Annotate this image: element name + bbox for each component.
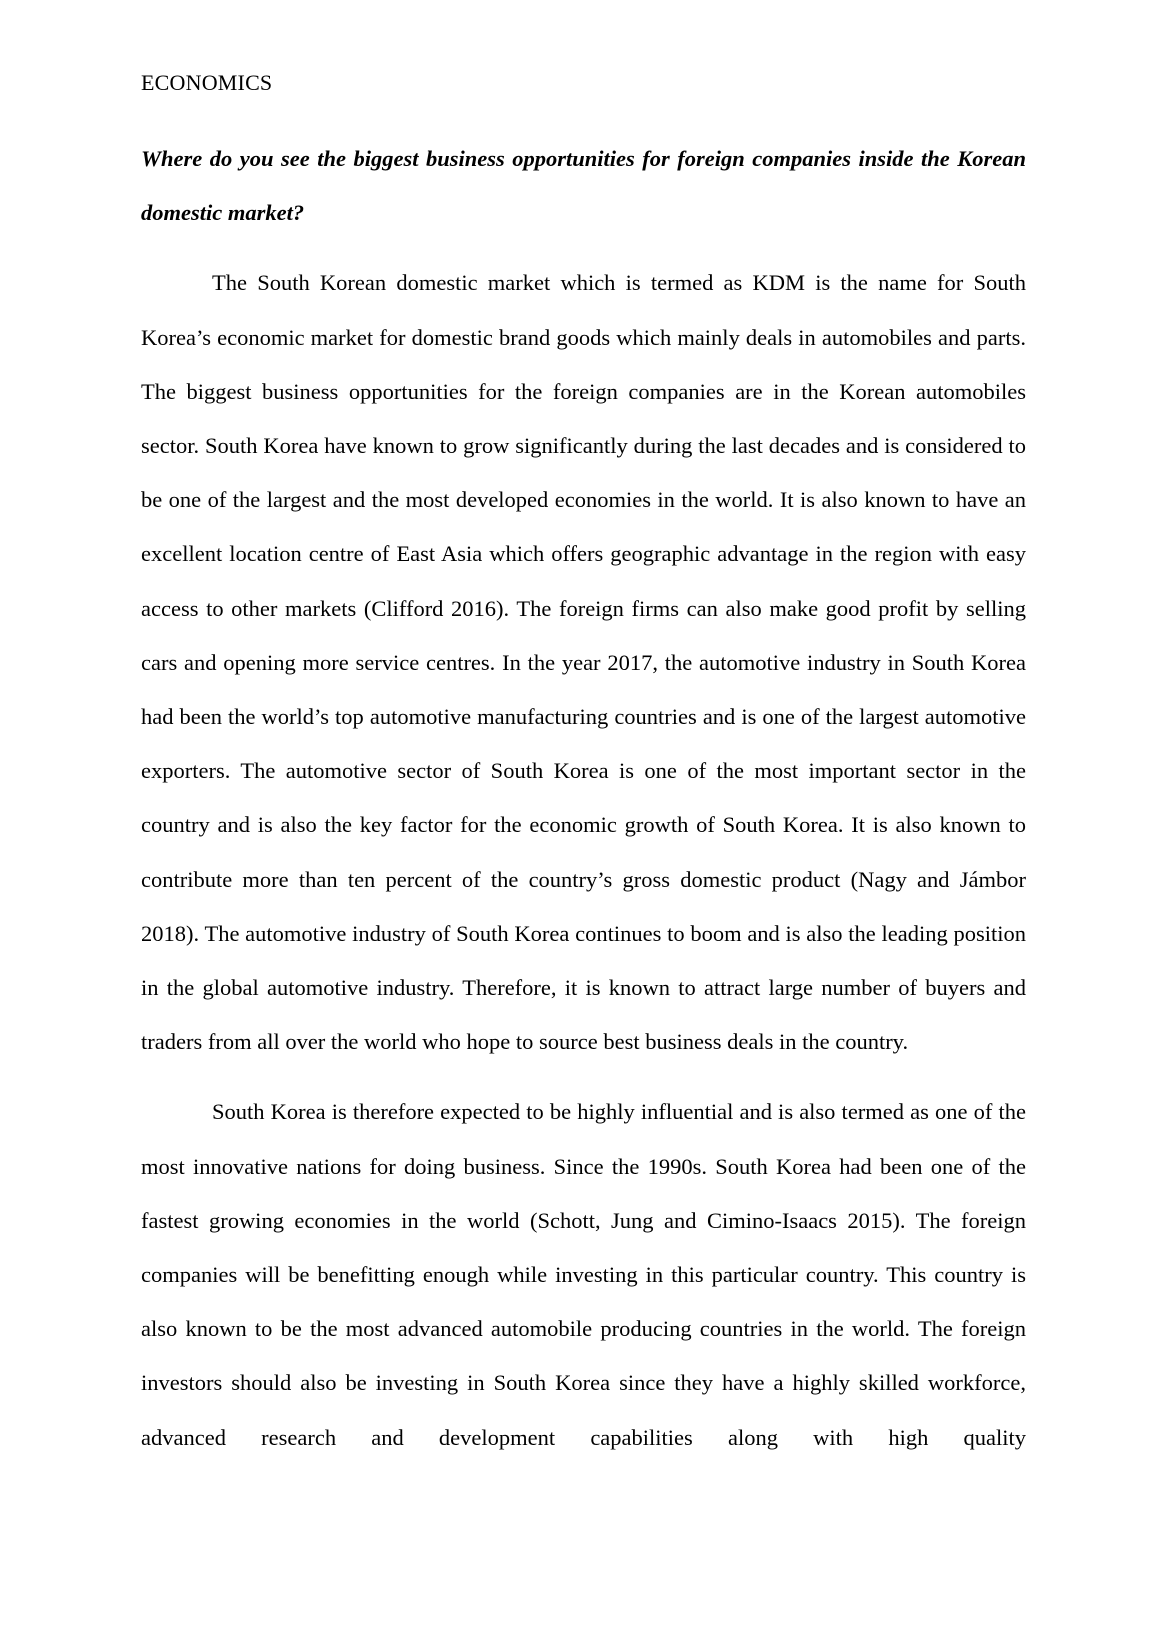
body-paragraph: South Korea is therefore expected to be highly influential and is also termed as one of the most innovative nations for doing business. Since the 1990s. South Korea had been one of the fastest growing economies in the world (Schott, Jung and Cimino-Isaacs 2015). The foreign companies will be benefitting enough while investing in this particular country. This country is also known to be the most advanced automobile producing countries in the world. The foreign investors should also be investing in South Korea since they have a highly skilled workforce, advanced research and development capabilities along with high quality xyxy=(141,1099,1026,1450)
question-heading: Where do you see the biggest business opportunities for foreign companies inside the Korean domestic market? xyxy=(141,146,1026,226)
running-header: ECONOMICS xyxy=(141,70,273,95)
body-paragraph: The South Korean domestic market which is termed as KDM is the name for South Korea’s economic market for domestic brand goods which mainly deals in automobiles and parts. The biggest business opportunities for the foreign companies are in the Korean automobiles sector. South Korea have known to grow significantly during the last decades and is considered to be one of the largest and the most developed economies in the world. It is also known to have an excellent location centre of East Asia which offers geographic advantage in the region with easy access to other markets (Clifford 2016). The foreign firms can also make good profit by selling cars and opening more service centres. In the year 2017, the automotive industry in South Korea had been the world’s top automotive manufacturing countries and is one of the largest automotive exporters. The automotive sector of South Korea is one of the most important sector in the country and is also the key factor for the economic growth of South Korea. It is also known to contribute more than ten percent of the country’s gross domestic product (Nagy and Jámbor 2018). The automotive industry of South Korea continues to boom and is also the leading position in the global automotive industry. Therefore, it is known to attract large number of buyers and traders from all over the world who hope to source best business deals in the country. xyxy=(141,270,1026,1055)
document-body xyxy=(141,132,1026,1465)
